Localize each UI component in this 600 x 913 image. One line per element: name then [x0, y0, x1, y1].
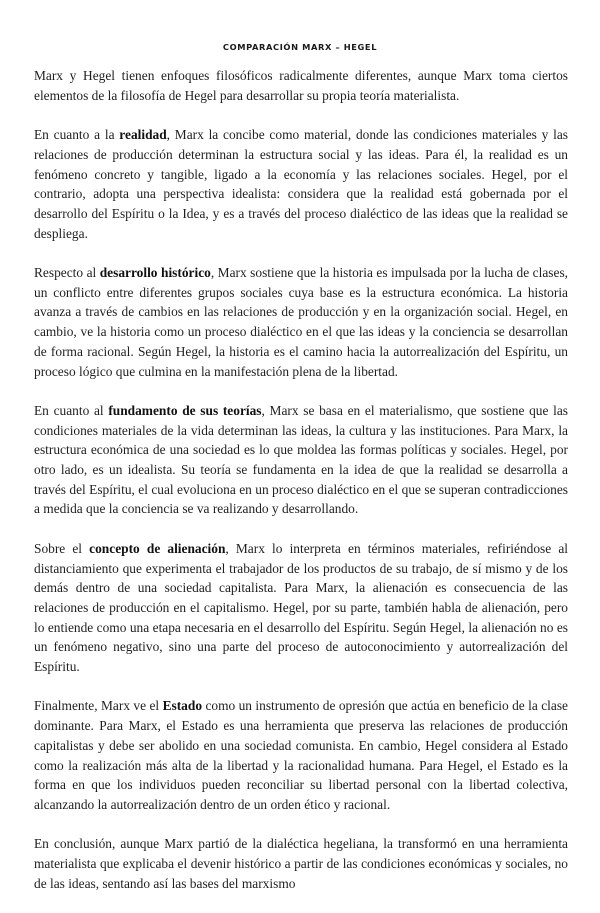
paragraph-text: En cuanto a la	[34, 127, 120, 143]
paragraph-text: Finalmente, Marx ve el	[34, 698, 163, 714]
document-body	[34, 66, 568, 913]
key-term: desarrollo histórico	[99, 265, 211, 280]
paragraph-desarrollo-historico	[34, 263, 568, 381]
paragraph-text: En cuanto al	[34, 402, 109, 418]
paragraph-text: , Marx la concibe como material, donde las condiciones materiales y las relaciones de producción determinan la estructura social y las ideas. Para él, la realidad es un fenómeno concreto y tangible, ligado a la economía y las relaciones sociales. Hegel, por el contrario, adopta una perspectiva idealista: considera que la realidad está gobernada por el desarrollo del Espíritu o la Idea, y es a través del proceso dialéctico de las ideas que la realidad se despliega.	[34, 127, 568, 241]
paragraph-text: En conclusión, aunque Marx partió de la dialéctica hegeliana, la transformó en una herramienta materialista que explicaba el devenir histórico a partir de las condiciones económicas y sociales, no de las ideas, sentando así las bases del marxismo	[34, 836, 568, 891]
paragraph-text: Respecto al	[34, 265, 100, 280]
paragraph-text: Sobre el	[34, 540, 90, 556]
paragraph-fundamento	[34, 401, 568, 519]
key-term: fundamento de sus teorías	[108, 402, 262, 418]
paragraph-conclusion	[34, 834, 568, 893]
key-term: realidad	[119, 127, 167, 143]
key-term: Estado	[162, 698, 203, 714]
key-term: concepto de alienación	[89, 540, 226, 556]
paragraph-estado	[34, 696, 568, 814]
paragraph-intro	[34, 66, 568, 105]
paragraph-realidad	[34, 125, 568, 243]
paragraph-text: como un instrumento de opresión que actúa en beneficio de la clase dominante. Para Marx, el Estado es una herramienta que preserva las relaciones de producción capitalistas y debe ser abolido en una sociedad comunista. En cambio, Hegel considera al Estado como la realización más alta de la libertad y la racionalidad humana. Para Hegel, el Estado es la forma en que los individuos pueden reconciliar su libertad personal con la libertad colectiva, alcanzando la autorrealización dentro de un orden ético y racional.	[34, 698, 568, 812]
paragraph-text: , Marx sostiene que la historia es impulsada por la lucha de clases, un conflicto entre diferentes grupos sociales cuya base es la estructura económica. La historia avanza a través de cambios en las relaciones de producción y en la organización social. Hegel, en cambio, ve la historia como un proceso dialéctico en el que las ideas y la conciencia se desarrollan de forma racional. Según Hegel, la historia es el camino hacia la autorrealización del Espíritu, un proceso lógico que culmina en la manifestación plena de la libertad.	[34, 265, 568, 379]
paragraph-text: Marx y Hegel tienen enfoques filosóficos radicalmente diferentes, aunque Marx toma ciertos elementos de la filosofía de Hegel para desarrollar su propia teoría materialista.	[34, 68, 568, 103]
paragraph-alienacion	[34, 539, 568, 677]
paragraph-text: , Marx lo interpreta en términos materiales, refiriéndose al distanciamiento que experimenta el trabajador de los productos de su trabajo, de sí mismo y de los demás dentro de una sociedad capitalista. Para Marx, la alienación es consecuencia de las relaciones de producción en el capitalismo. Hegel, por su parte, también habla de alienación, pero lo entiende como una etapa necesaria en el desarrollo del Espíritu. Según Hegel, la alienación no es un fenómeno negativo, sino una parte del proceso de autoconocimiento y autorrealización del Espíritu.	[34, 540, 568, 675]
paragraph-text: , Marx se basa en el materialismo, que sostiene que las condiciones materiales de la vida determinan las ideas, la cultura y las instituciones. Para Marx, la estructura económica de una sociedad es lo que moldea las formas políticas y sociales. Hegel, por otro lado, es un idealista. Su teoría se fundamenta en la idea de que la realidad se desarrolla a través del Espíritu, el cual evoluciona en un proceso dialéctico en el que se superan contradicciones a medida que la conciencia se va realizando y desarrollando.	[34, 402, 568, 517]
document-title: COMPARACIÓN MARX – HEGEL	[222, 42, 378, 52]
